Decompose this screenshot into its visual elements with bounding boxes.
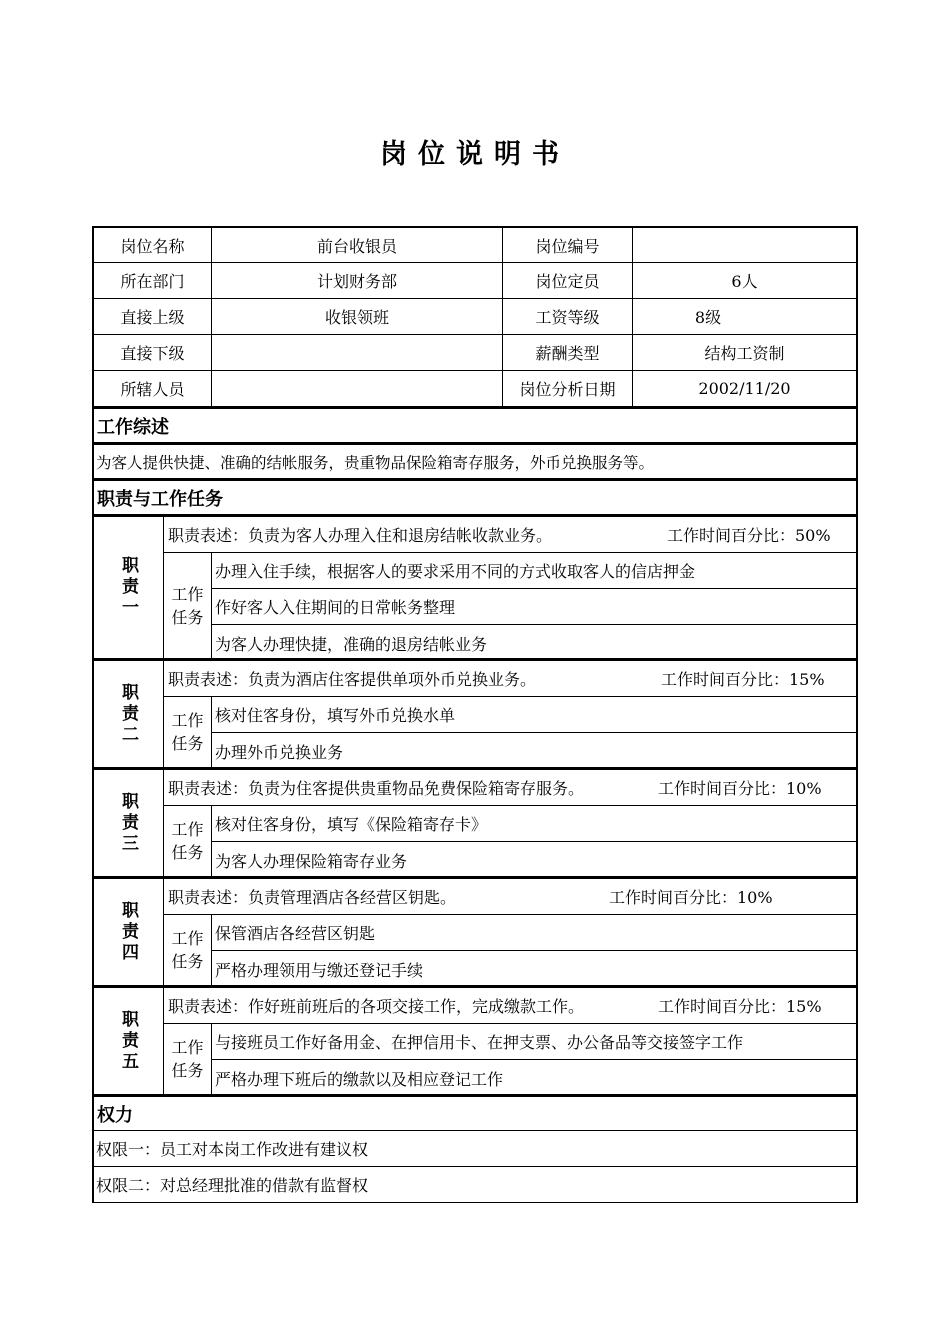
duty-block	[92, 986, 858, 1095]
task-label: 工作任务	[164, 806, 212, 876]
info-value	[212, 371, 503, 406]
info-label: 工资等级	[503, 299, 633, 334]
info-value	[212, 335, 503, 370]
duty-percent: 工作时间百分比：15%	[658, 997, 822, 1016]
info-label: 直接上级	[94, 299, 212, 334]
duty-description	[164, 661, 856, 697]
info-row	[92, 263, 858, 299]
info-row	[92, 226, 858, 263]
info-row	[92, 299, 858, 335]
task-item: 与接班员工作好备用金、在押信用卡、在押支票、办公备品等交接签字工作	[212, 1024, 856, 1060]
duty-description	[164, 517, 856, 553]
authority-item: 权限一：员工对本岗工作改进有建议权	[92, 1131, 858, 1167]
duty-percent: 工作时间百分比：50%	[667, 526, 831, 545]
task-item: 严格办理领用与缴还登记手续	[215, 960, 424, 980]
task-label: 工作任务	[164, 1024, 212, 1094]
task-item: 严格办理下班后的缴款以及相应登记工作	[215, 1069, 504, 1089]
task-item: 办理入住手续，根据客人的要求采用不同的方式收取客人的信店押金	[212, 553, 856, 589]
authority-item: 权限二：对总经理批准的借款有监督权	[92, 1167, 858, 1203]
duty-description	[164, 770, 856, 806]
duty-percent: 工作时间百分比：10%	[658, 779, 822, 798]
summary-heading: 工作综述	[92, 407, 858, 443]
duty-description	[164, 879, 856, 915]
info-value: 计划财务部	[212, 263, 503, 298]
task-item: 核对住客身份，填写《保险箱寄存卡》	[212, 806, 856, 842]
duty-label: 职责五	[94, 988, 164, 1094]
task-item: 作好客人入住期间的日常帐务整理	[212, 589, 856, 625]
task-list	[212, 553, 856, 658]
duty-block	[92, 659, 858, 768]
info-row	[92, 371, 858, 407]
summary-text: 为客人提供快捷、准确的结帐服务，贵重物品保险箱寄存服务，外币兑换服务等。	[92, 443, 858, 479]
duty-block	[92, 515, 858, 659]
info-label: 直接下级	[94, 335, 212, 370]
info-label: 所在部门	[94, 263, 212, 298]
info-value: 8级	[694, 308, 722, 327]
duty-label: 职责二	[94, 661, 164, 767]
duties-heading: 职责与工作任务	[92, 479, 858, 515]
task-item: 办理外币兑换业务	[215, 742, 344, 762]
info-value: 结构工资制	[704, 344, 785, 363]
page-title: 岗位说明书	[380, 139, 570, 170]
task-label: 工作任务	[164, 915, 212, 985]
task-label: 工作任务	[164, 553, 212, 658]
info-label: 岗位分析日期	[503, 371, 633, 406]
info-value: 6人	[731, 272, 758, 291]
duty-label: 职责一	[94, 517, 164, 658]
job-description-table	[92, 226, 858, 1203]
duty-statement: 职责表述：负责为住客提供贵重物品免费保险箱寄存服务。	[168, 779, 585, 798]
info-label: 薪酬类型	[503, 335, 633, 370]
task-list	[212, 806, 856, 876]
task-item: 保管酒店各经营区钥匙	[212, 915, 856, 951]
info-label: 所辖人员	[94, 371, 212, 406]
duty-label: 职责三	[94, 770, 164, 876]
duty-statement: 职责表述：作好班前班后的各项交接工作，完成缴款工作。	[168, 997, 585, 1016]
info-label: 岗位定员	[503, 263, 633, 298]
duty-block	[92, 877, 858, 986]
duty-block	[92, 768, 858, 877]
duty-percent: 工作时间百分比：15%	[661, 670, 825, 689]
task-list	[212, 697, 856, 767]
info-value: 2002/11/20	[698, 379, 791, 398]
task-label: 工作任务	[164, 697, 212, 767]
info-label: 岗位编号	[503, 228, 633, 262]
duty-description	[164, 988, 856, 1024]
info-value	[633, 228, 856, 262]
duty-statement: 职责表述：负责管理酒店各经营区钥匙。	[168, 888, 457, 907]
duty-label: 职责四	[94, 879, 164, 985]
duty-percent: 工作时间百分比：10%	[609, 888, 773, 907]
task-item: 核对住客身份，填写外币兑换水单	[212, 697, 856, 733]
task-list	[212, 915, 856, 985]
info-row	[92, 335, 858, 371]
duty-statement: 职责表述：负责为客人办理入住和退房结帐收款业务。	[168, 526, 553, 545]
duty-statement: 职责表述：负责为酒店住客提供单项外币兑换业务。	[168, 670, 537, 689]
task-list	[212, 1024, 856, 1094]
info-label: 岗位名称	[94, 228, 212, 262]
task-item: 为客人办理快捷，准确的退房结帐业务	[215, 634, 488, 654]
task-item: 为客人办理保险箱寄存业务	[215, 851, 408, 871]
info-value: 前台收银员	[212, 228, 503, 262]
authority-heading: 权力	[92, 1095, 858, 1131]
info-value: 收银领班	[212, 299, 503, 334]
